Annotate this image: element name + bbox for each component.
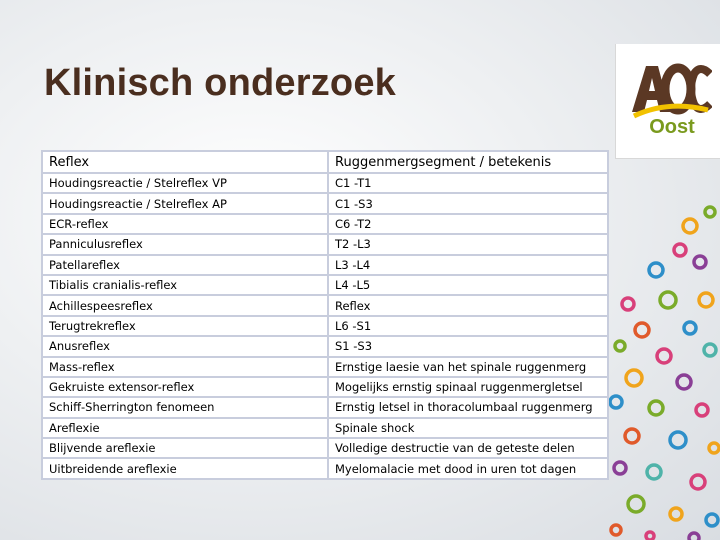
table-row — [42, 458, 608, 478]
reflex-cell: Tibialis cranialis-reflex — [42, 275, 328, 295]
reflex-cell: ECR-reflex — [42, 214, 328, 234]
table-row — [42, 357, 608, 377]
segment-cell: T2 -L3 — [328, 234, 608, 254]
segment-cell: Mogelijks ernstig spinaal ruggenmergletsel — [328, 377, 608, 397]
table-row — [42, 214, 608, 234]
table-row — [42, 377, 608, 397]
reflex-cell: Schiff-Sherrington fenomeen — [42, 397, 328, 417]
segment-cell: C6 -T2 — [328, 214, 608, 234]
reflex-cell: Achillespeesreflex — [42, 295, 328, 315]
reflex-cell: Anusreflex — [42, 336, 328, 356]
table-row — [42, 255, 608, 275]
segment-cell: Ernstige laesie van het spinale ruggenmerg — [328, 357, 608, 377]
table-row — [42, 173, 608, 193]
reflex-cell: Terugtrekreflex — [42, 316, 328, 336]
slide-title: Klinisch onderzoek — [44, 62, 397, 104]
table-row — [42, 193, 608, 213]
segment-cell: C1 -T1 — [328, 173, 608, 193]
reflex-cell: Gekruiste extensor-reflex — [42, 377, 328, 397]
segment-cell: Ernstig letsel in thoracolumbaal ruggenmerg — [328, 397, 608, 417]
reflex-cell: Areflexie — [42, 418, 328, 438]
reflex-cell: Uitbreidende areflexie — [42, 458, 328, 478]
table-row — [42, 336, 608, 356]
table-row — [42, 397, 608, 417]
segment-cell: C1 -S3 — [328, 193, 608, 213]
table-row — [42, 316, 608, 336]
header-reflex: Reflex — [42, 151, 328, 173]
segment-cell: S1 -S3 — [328, 336, 608, 356]
table-row — [42, 295, 608, 315]
segment-cell: Spinale shock — [328, 418, 608, 438]
logo-region-label: Oost — [649, 116, 695, 138]
segment-cell: Reflex — [328, 295, 608, 315]
segment-cell: L4 -L5 — [328, 275, 608, 295]
reflex-cell: Blijvende areflexie — [42, 438, 328, 458]
table-row — [42, 234, 608, 254]
aoc-oost-logo — [615, 44, 720, 159]
segment-cell: L3 -L4 — [328, 255, 608, 275]
segment-cell: L6 -S1 — [328, 316, 608, 336]
reflex-cell: Patellareflex — [42, 255, 328, 275]
segment-cell: Volledige destructie van de geteste delen — [328, 438, 608, 458]
aoc-logo-mark — [628, 60, 712, 120]
table-row — [42, 275, 608, 295]
reflex-cell: Mass-reflex — [42, 357, 328, 377]
table-row — [42, 438, 608, 458]
table-header-row — [42, 151, 608, 173]
reflex-cell: Panniculusreflex — [42, 234, 328, 254]
table-row — [42, 418, 608, 438]
reflex-cell: Houdingsreactie / Stelreflex AP — [42, 193, 328, 213]
header-segment: Ruggenmergsegment / betekenis — [328, 151, 608, 173]
reflex-table — [41, 150, 609, 480]
reflex-cell: Houdingsreactie / Stelreflex VP — [42, 173, 328, 193]
segment-cell: Myelomalacie met dood in uren tot dagen — [328, 458, 608, 478]
